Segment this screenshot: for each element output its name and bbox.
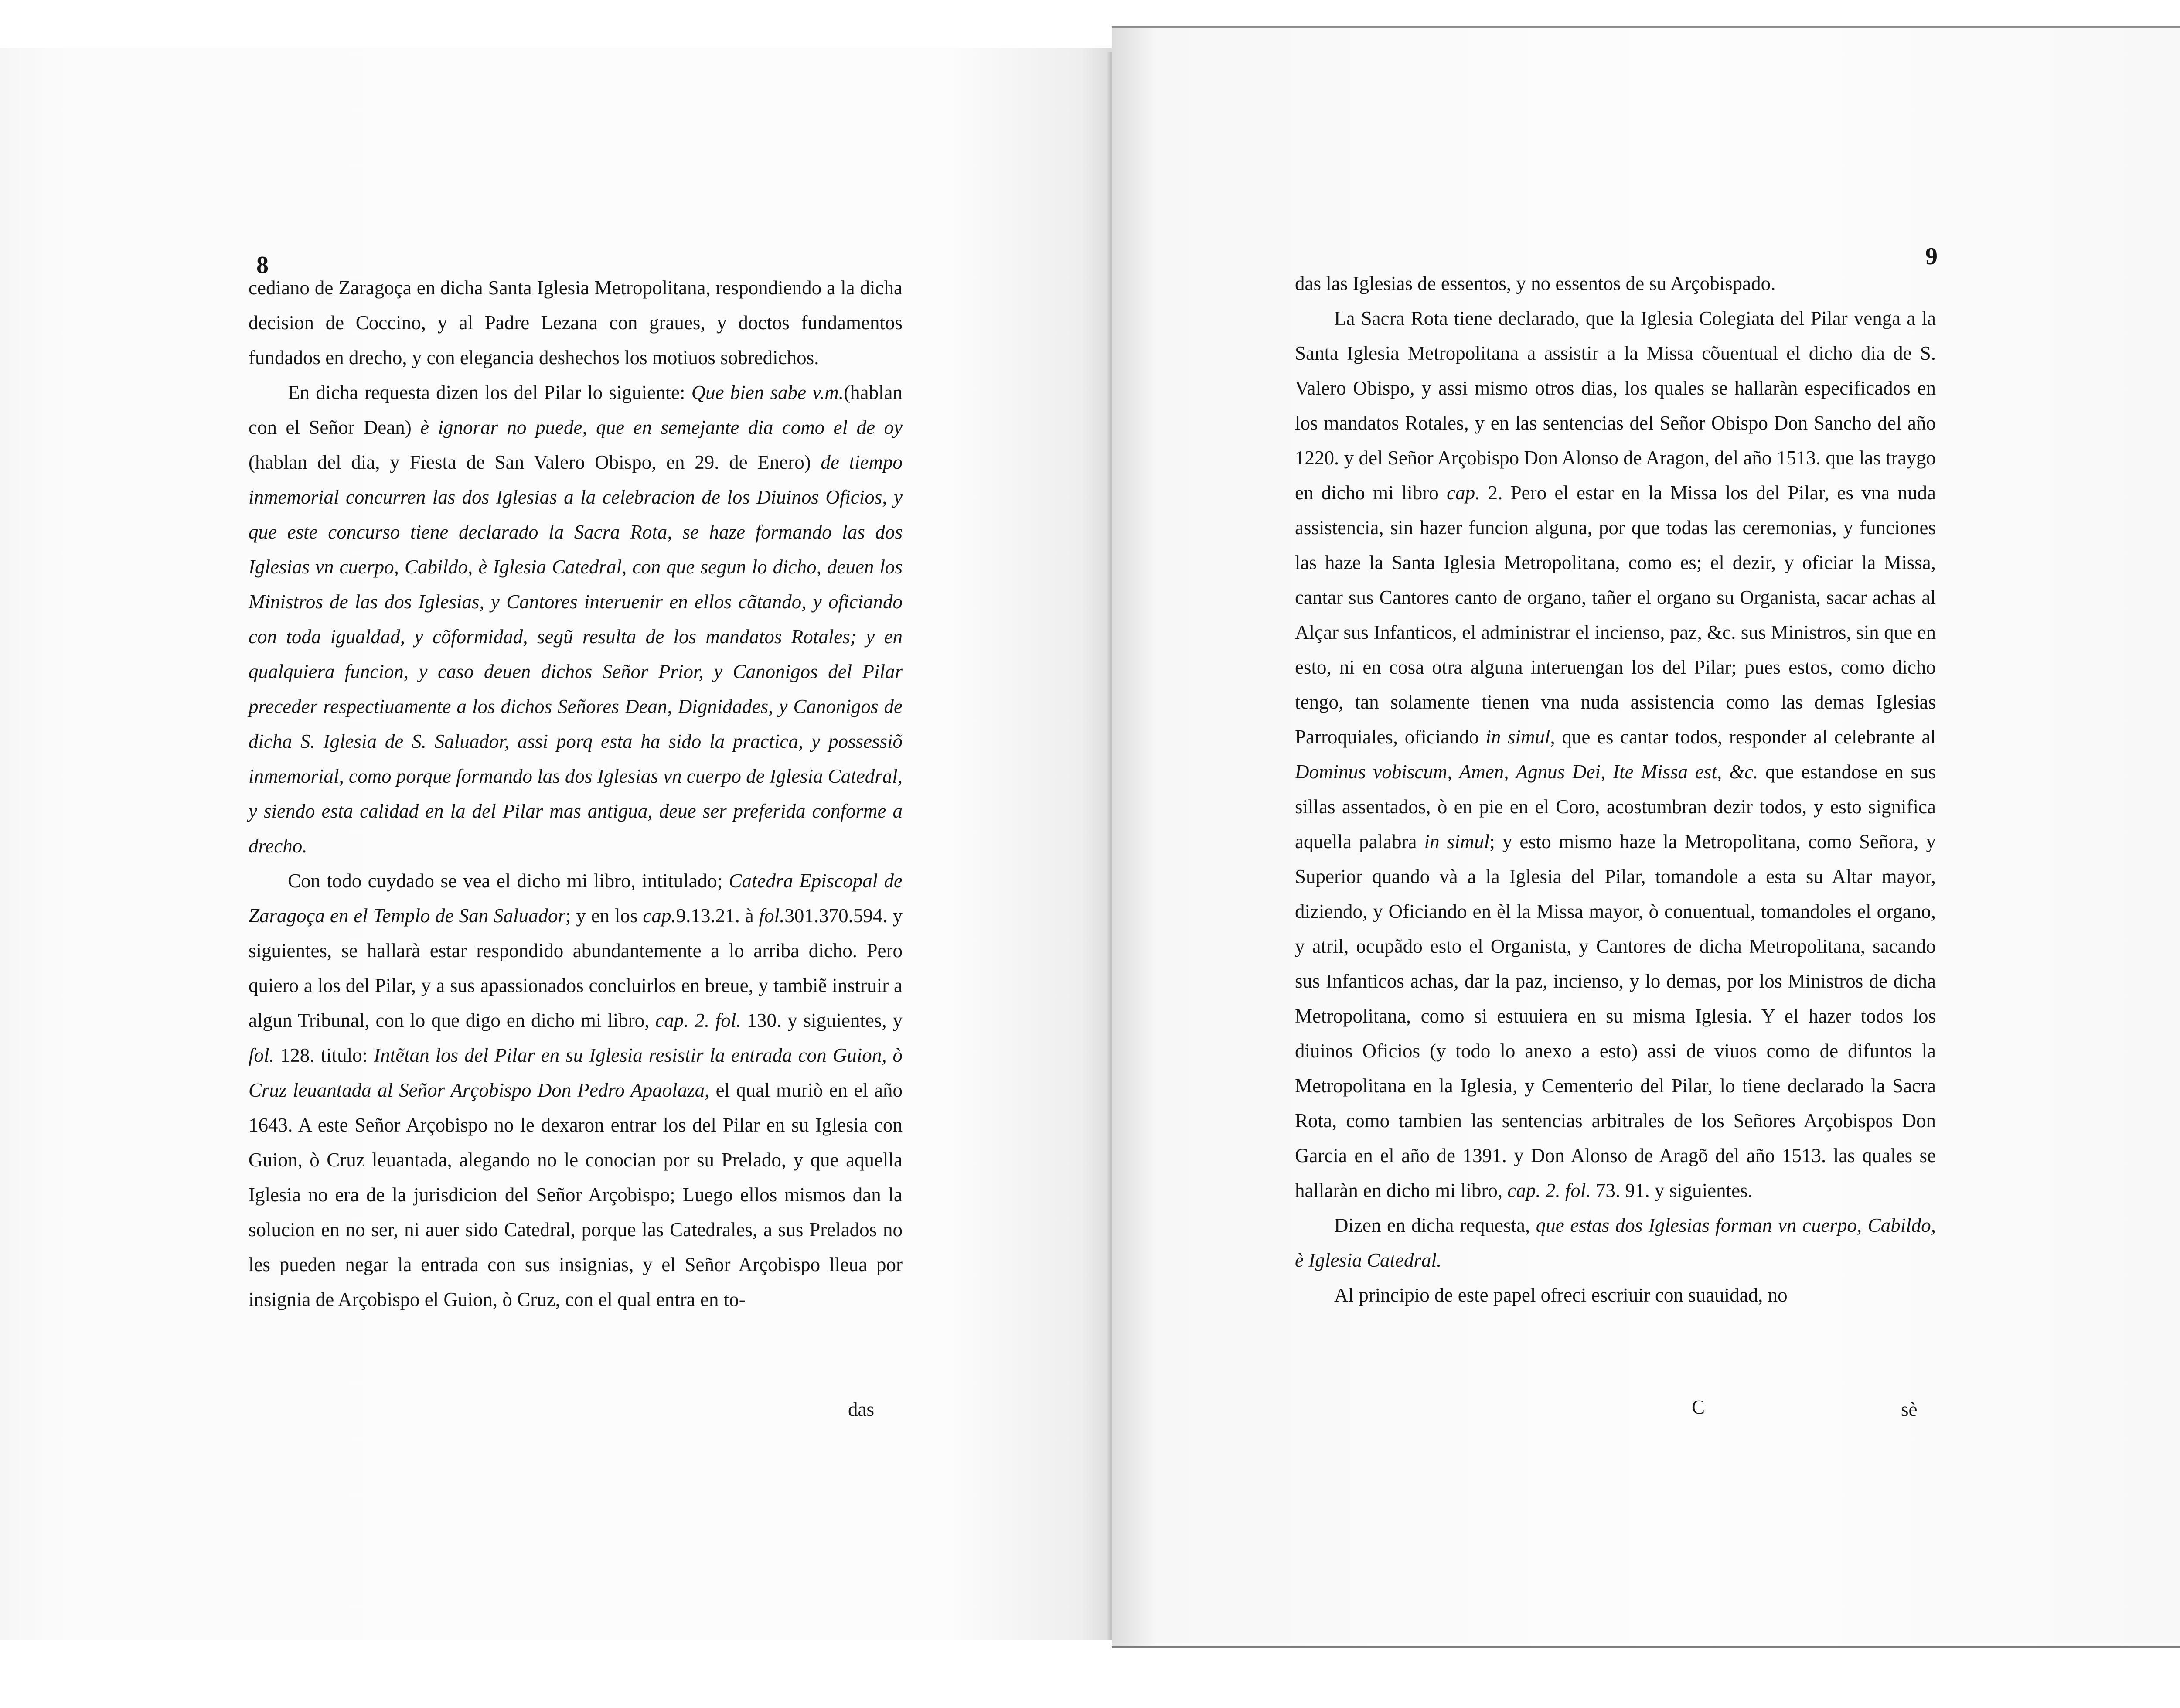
- paragraph: [249, 375, 903, 863]
- right-catchword: sè: [1901, 1398, 1918, 1420]
- italic-text: fol.: [759, 905, 785, 927]
- text-run: (hablan con el Señor Dean): [249, 382, 903, 438]
- italic-text: Catedra Episcopal de Zaragoça en el Templo de San Saluador: [249, 870, 903, 927]
- text-run: Dizen en dicha requesta,: [1334, 1214, 1536, 1236]
- text-run: (hablan del dia, y Fiesta de San Valero Obispo, en 29. de Enero): [249, 451, 821, 473]
- italic-text: Intẽtan los del Pilar en su Iglesia resistir la entrada con Guion, ò Cruz leuantada al Señor Arçobispo Don Pedro Apaolaza: [249, 1044, 903, 1101]
- signature-mark: C: [1692, 1396, 1705, 1418]
- right-page-number: 9: [1925, 243, 1938, 270]
- italic-text: cap. 2. fol.: [655, 1009, 741, 1031]
- italic-text: in simul: [1424, 831, 1490, 852]
- left-page-text: [249, 270, 903, 1317]
- paragraph: [249, 270, 903, 375]
- text-run: ; y esto mismo haze la Metropolitana, como Señora, y Superior quando và a la Iglesia del Pilar, tomandole a esta su Altar mayor, diziendo, y Oficiando en èl la Missa mayor, ò conuentual, tomandoles el organo, y atril, ocupãdo esto el Organista, y Cantores de dicha Metropolitana, sacando sus Infanticos achas, dar la paz, incienso, y lo demas, por los Ministros de dicha Metropolitana, como si estuuiera en su misma Iglesia. Y el hazer todos los diuinos Oficios (y todo lo anexo a esto) assi de viuos como de difuntos la Metropolitana en la Iglesia, y Cementerio del Pilar, lo tiene declarado la Sacra Rota, como tambien las sentencias arbitrales de los Señores Arçobispos Don Garcia en el año de 1391. y Don Alonso de Aragõ del año 1513. las quales se hallaràn en dicho mi libro,: [1295, 831, 1936, 1201]
- text-run: das las Iglesias de essentos, y no essentos de su Arçobispado.: [1295, 273, 1776, 294]
- italic-text: è ignorar no puede, que en semejante dia como el de oy: [420, 416, 903, 438]
- paragraph: [1295, 1278, 1936, 1313]
- text-run: 301.370.594. y siguientes, se hallarà estar respondido abundantemente a lo arriba dicho. Pero quiero a los del Pilar, y a sus apassionados concluirlos en breue, y tambiẽ instruir a algun Tribunal, con lo que digo en dicho mi libro,: [249, 905, 903, 1031]
- paragraph: [1295, 301, 1936, 1208]
- text-run: cediano de Zaragoça en dicha Santa Iglesia Metropolitana, respondiendo a la dicha decision de Coccino, y al Padre Lezana con graues, y doctos fundamentos fundados en drecho, y con elegancia deshechos los motiuos sobredichos.: [249, 277, 903, 368]
- left-page-number: 8: [256, 252, 269, 279]
- paragraph: [249, 863, 903, 1317]
- paragraph: [1295, 266, 1936, 301]
- italic-text: cap. 2. fol.: [1507, 1180, 1591, 1201]
- italic-text: in simul: [1485, 726, 1550, 748]
- paragraph: [1295, 1208, 1936, 1278]
- text-run: ; y en los: [565, 905, 643, 927]
- italic-text: Que bien sabe v.m.: [691, 382, 844, 403]
- text-run: 2. Pero el estar en la Missa los del Pilar, es vna nuda assistencia, sin hazer funcion alguna, por que todas las ceremonias, y funciones las haze la Santa Iglesia Metropolitana, como es; el dezir, y oficiar la Missa, cantar sus Cantores canto de organo, tañer el organo su Organista, sacar achas al Alçar sus Infanticos, el administrar el incienso, paz, &c. sus Ministros, sin que en esto, ni en cosa otra alguna interuengan los del Pilar; pues estos, como dicho tengo, tan solamente tienen vna nuda assistencia como las demas Iglesias Parroquiales, oficiando: [1295, 482, 1936, 748]
- text-run: 130. y siguientes, y: [741, 1009, 903, 1031]
- text-run: , el qual muriò en el año 1643. A este Señor Arçobispo no le dexaron entrar los del Pilar en su Iglesia con Guion, ò Cruz leuantada, alegando no le conocian por su Prelado, y que aquella Iglesia no era de la jurisdicion del Señor Arçobispo; Luego ellos mismos dan la solucion en no ser, ni auer sido Catedral, porque las Catedrales, a sus Prelados no les pueden negar la entrada con sus insignias, y el Señor Arçobispo lleua por insignia de Arçobispo el Guion, ò Cruz, con el qual entra en to-: [249, 1079, 903, 1310]
- text-run: 128. titulo:: [274, 1044, 374, 1066]
- italic-text: fol.: [249, 1044, 274, 1066]
- italic-text: cap.: [643, 905, 676, 927]
- italic-text: que estas dos Iglesias forman vn cuerpo, Cabildo, è Iglesia Catedral.: [1295, 1214, 1936, 1271]
- text-run: 9.13.21. à: [676, 905, 759, 927]
- italic-text: Dominus vobiscum, Amen, Agnus Dei, Ite Missa est, &c.: [1295, 761, 1758, 783]
- text-run: Al principio de este papel ofreci escriuir con suauidad, no: [1334, 1284, 1788, 1306]
- left-catchword: das: [848, 1398, 874, 1420]
- text-run: , que es cantar todos, responder al celebrante al: [1550, 726, 1936, 748]
- italic-text: cap.: [1447, 482, 1480, 504]
- right-page-text: [1295, 266, 1936, 1313]
- text-run: Con todo cuydado se vea el dicho mi libro, intitulado;: [288, 870, 729, 892]
- text-run: En dicha requesta dizen los del Pilar lo siguiente:: [288, 382, 691, 403]
- italic-text: de tiempo inmemorial concurren las dos Iglesias a la celebracion de los Diuinos Oficios, y que este concurso tiene declarado la Sacra Rota, se haze formando las dos Iglesias vn cuerpo, Cabildo, è Iglesia Catedral, con que segun lo dicho, deuen los Ministros de las dos Iglesias, y Cantores interuenir en ellos cãtando, y oficiando con toda igualdad, y cõformidad, segũ resulta de los mandatos Rotales; y en qualquiera funcion, y caso deuen dichos Señor Prior, y Canonigos del Pilar preceder respectiuamente a los dichos Señores Dean, Dignidades, y Canonigos de dicha S. Iglesia de S. Saluador, assi porq esta ha sido la practica, y possessiõ inmemorial, como porque formando las dos Iglesias vn cuerpo de Iglesia Catedral, y siendo esta calidad en la del Pilar mas antigua, deue ser preferida conforme a drecho.: [249, 451, 903, 857]
- text-run: 73. 91. y siguientes.: [1591, 1180, 1753, 1201]
- text-run: La Sacra Rota tiene declarado, que la Iglesia Colegiata del Pilar venga a la Santa Iglesia Metropolitana a assistir a la Missa cõuentual el dicho dia de S. Valero Obispo, y assi mismo otros dias, los quales se hallaràn especificados en los mandatos Rotales, y en las sentencias del Señor Obispo Don Sancho del año 1220. y del Señor Arçobispo Don Alonso de Aragon, del año 1513. que las traygo en dicho mi libro: [1295, 307, 1936, 504]
- text-run: que estandose en sus sillas assentados, ò en pie en el Coro, acostumbran dezir todos, y esto significa aquella palabra: [1295, 761, 1936, 852]
